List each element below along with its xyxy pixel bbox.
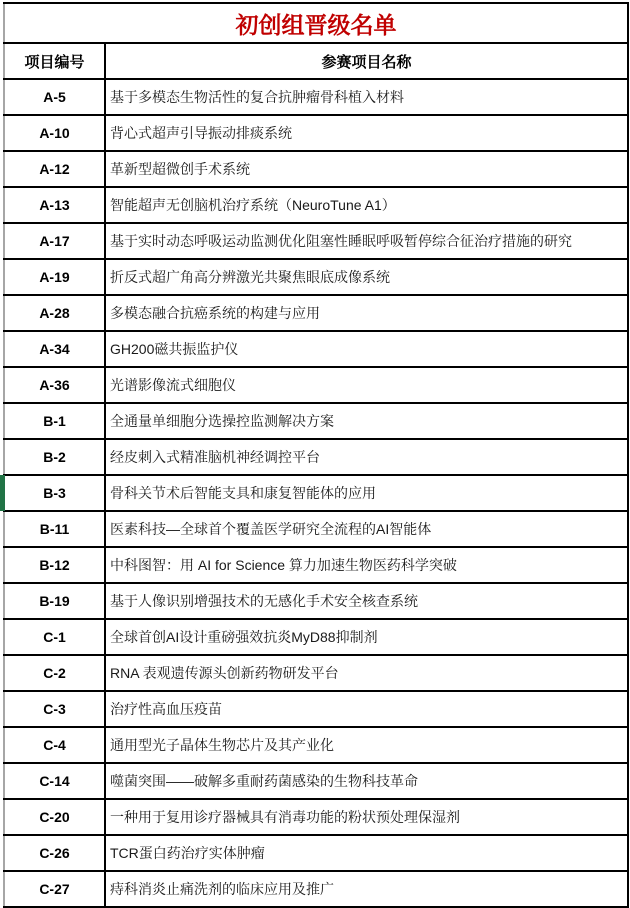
project-code-cell: C-4 <box>4 727 105 763</box>
project-name-cell: 经皮刺入式精准脑机神经调控平台 <box>105 439 628 475</box>
table-row <box>4 187 628 223</box>
project-name-cell: RNA 表观遗传源头创新药物研发平台 <box>105 655 628 691</box>
table-row <box>4 511 628 547</box>
project-code-cell: C-20 <box>4 799 105 835</box>
table-row <box>4 763 628 799</box>
table-row <box>4 295 628 331</box>
table-row <box>4 619 628 655</box>
page-title: 初创组晋级名单 <box>4 3 628 43</box>
column-header-project-code: 项目编号 <box>4 43 105 79</box>
table-row <box>4 547 628 583</box>
project-name-cell: 背心式超声引导振动排痰系统 <box>105 115 628 151</box>
project-code-cell: A-34 <box>4 331 105 367</box>
project-code-cell: A-36 <box>4 367 105 403</box>
project-name-cell: 基于多模态生物活性的复合抗肿瘤骨科植入材料 <box>105 79 628 115</box>
table-row <box>4 727 628 763</box>
table-row <box>4 403 628 439</box>
table-row <box>4 79 628 115</box>
project-name-cell: 痔科消炎止痛洗剂的临床应用及推广 <box>105 871 628 907</box>
header-row <box>4 43 628 79</box>
project-name-cell: 全通量单细胞分选操控监测解决方案 <box>105 403 628 439</box>
project-code-cell: A-5 <box>4 79 105 115</box>
table-row <box>4 115 628 151</box>
project-code-cell: B-1 <box>4 403 105 439</box>
project-name-cell: GH200磁共振监护仪 <box>105 331 628 367</box>
project-code-cell: A-13 <box>4 187 105 223</box>
project-name-cell: 骨科关节术后智能支具和康复智能体的应用 <box>105 475 628 511</box>
project-code-cell: A-17 <box>4 223 105 259</box>
project-name-cell: 智能超声无创脑机治疗系统（NeuroTune A1） <box>105 187 628 223</box>
table-row <box>4 331 628 367</box>
table-row <box>4 655 628 691</box>
project-code-cell: B-12 <box>4 547 105 583</box>
project-code-cell: B-3 <box>4 475 105 511</box>
project-name-cell: 通用型光子晶体生物芯片及其产业化 <box>105 727 628 763</box>
table-row <box>4 367 628 403</box>
project-code-cell: C-1 <box>4 619 105 655</box>
promotion-list-table <box>3 2 629 908</box>
project-code-cell: B-2 <box>4 439 105 475</box>
project-code-cell: B-11 <box>4 511 105 547</box>
project-name-cell: 多模态融合抗癌系统的构建与应用 <box>105 295 628 331</box>
project-name-cell: 基于实时动态呼吸运动监测优化阻塞性睡眠呼吸暂停综合征治疗措施的研究 <box>105 223 628 259</box>
project-code-cell: B-19 <box>4 583 105 619</box>
table-row <box>4 475 628 511</box>
table-row <box>4 223 628 259</box>
project-code-cell: A-12 <box>4 151 105 187</box>
project-code-cell: C-2 <box>4 655 105 691</box>
project-code-cell: A-10 <box>4 115 105 151</box>
project-code-cell: C-14 <box>4 763 105 799</box>
project-code-cell: A-19 <box>4 259 105 295</box>
project-name-cell: 噬菌突围——破解多重耐药菌感染的生物科技革命 <box>105 763 628 799</box>
project-name-cell: TCR蛋白药治疗实体肿瘤 <box>105 835 628 871</box>
project-name-cell: 中科图智：用 AI for Science 算力加速生物医药科学突破 <box>105 547 628 583</box>
project-name-cell: 医素科技—全球首个覆盖医学研究全流程的AI智能体 <box>105 511 628 547</box>
title-row <box>4 3 628 43</box>
table-row <box>4 871 628 907</box>
project-name-cell: 全球首创AI设计重磅强效抗炎MyD88抑制剂 <box>105 619 628 655</box>
table-row <box>4 259 628 295</box>
column-header-project-name: 参赛项目名称 <box>105 43 628 79</box>
table-row <box>4 439 628 475</box>
project-name-cell: 治疗性高血压疫苗 <box>105 691 628 727</box>
table-row <box>4 691 628 727</box>
project-code-cell: C-27 <box>4 871 105 907</box>
table-row <box>4 799 628 835</box>
promotion-list-table-container <box>3 2 629 908</box>
project-code-cell: C-26 <box>4 835 105 871</box>
table-row <box>4 151 628 187</box>
row-selection-indicator <box>0 475 5 511</box>
project-name-cell: 基于人像识别增强技术的无感化手术安全核查系统 <box>105 583 628 619</box>
project-name-cell: 光谱影像流式细胞仪 <box>105 367 628 403</box>
project-name-cell: 一种用于复用诊疗器械具有消毒功能的粉状预处理保湿剂 <box>105 799 628 835</box>
project-code-cell: C-3 <box>4 691 105 727</box>
project-code-cell: A-28 <box>4 295 105 331</box>
table-row <box>4 835 628 871</box>
table-row <box>4 583 628 619</box>
project-name-cell: 折反式超广角高分辨激光共聚焦眼底成像系统 <box>105 259 628 295</box>
project-name-cell: 革新型超微创手术系统 <box>105 151 628 187</box>
